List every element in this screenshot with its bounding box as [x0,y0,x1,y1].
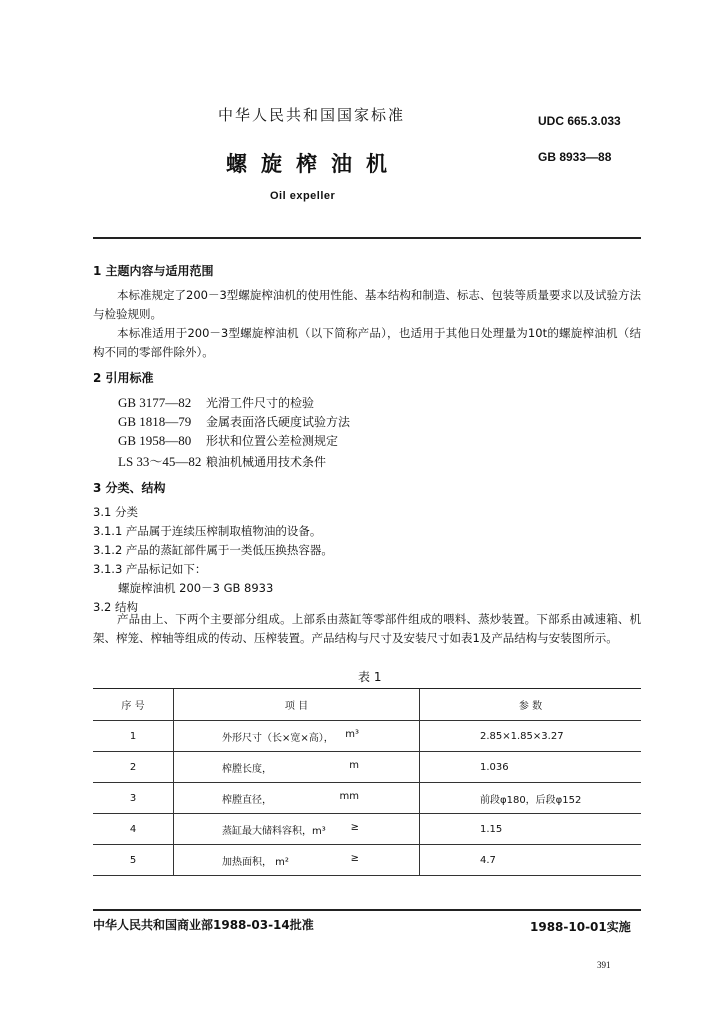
reference-item [118,413,350,430]
clause-3-1-2: 3.1.2 产品的蒸缸部件属于一类低压换热容器。 [93,543,333,557]
column-header-value: 参 数 [420,689,642,721]
table-row [93,814,641,845]
reference-code: LS 33～45—82 [118,454,202,469]
row-unit: m³ [345,728,359,740]
header-rule [93,237,641,239]
parameters-table [93,688,641,876]
product-marking: 螺旋榨油机 200－3 GB 8933 [118,581,274,595]
column-header-item: 项 目 [174,689,420,721]
standard-name: 中华人民共和国国家标准 [218,106,406,124]
section-3-heading: 3 分类、结构 [93,481,166,495]
row-item: 蒸缸最大储料容积，m³ [222,825,326,837]
row-number: 3 [93,783,174,814]
reference-title: 金属表面洛氏硬度试验方法 [206,415,351,429]
table-header-row [93,689,641,721]
table-row [93,845,641,876]
table-caption: 表 1 [358,670,382,684]
row-number: 5 [93,845,174,876]
section-3-2-heading: 3.2 结构 [93,600,138,614]
reference-item [118,451,326,470]
reference-code: GB 3177—82 [118,395,192,410]
clause-3-1-3: 3.1.3 产品标记如下： [93,562,207,576]
reference-title: 形状和位置公差检测规定 [206,434,339,448]
reference-item [118,394,314,411]
section-1-paragraph-1: 本标准规定了200－3型螺旋榨油机的使用性能、基本结构和制造、标志、包装等质量要求以及试验方法与检验规则。 [93,288,641,321]
row-unit: mm [339,790,359,802]
row-value: 1.036 [420,752,642,783]
row-unit: m [349,759,359,771]
table-row [93,752,641,783]
row-item-cell [174,783,420,814]
table-row [93,783,641,814]
row-unit: ≥ [350,852,359,864]
row-value: 2.85×1.85×3.27 [420,721,642,752]
footer-rule [93,909,641,911]
row-item-cell [174,845,420,876]
row-item: 加热面积， m² [222,856,289,868]
reference-title: 粮油机械通用技术条件 [206,455,327,469]
gb-number: GB 8933—88 [538,150,612,164]
section-2-heading: 2 引用标准 [93,371,154,385]
row-item-cell [174,721,420,752]
row-value: 1.15 [420,814,642,845]
row-number: 1 [93,721,174,752]
row-number: 4 [93,814,174,845]
reference-item [118,432,338,449]
reference-code: GB 1818—79 [118,414,192,429]
document-title: 螺旋榨油机 [226,151,401,176]
row-item: 榨膛直径， [222,794,272,806]
row-item: 外形尺寸（长×宽×高）， [222,732,334,744]
column-header-no: 序 号 [93,689,174,721]
approval-statement: 中华人民共和国商业部1988-03-14批准 [93,918,314,932]
udc-number: UDC 665.3.033 [538,114,621,128]
english-title: Oil expeller [270,190,336,202]
effective-date: 1988-10-01实施 [530,920,631,934]
reference-title: 光滑工件尺寸的检验 [206,396,315,410]
page-number: 391 [597,960,611,970]
section-1-heading: 1 主题内容与适用范围 [93,264,214,278]
section-3-2-paragraph: 产品由上、下两个主要部分组成。上部系由蒸缸等零部件组成的喂料、蒸炒装置。下部系由减速箱、机架、榨笼、榨轴等组成的传动、压榨装置。产品结构与尺寸及安装尺寸如表1及产品结构与安装图所示。 [93,612,641,645]
section-1-paragraph-2: 本标准适用于200－3型螺旋榨油机（以下简称产品），也适用于其他日处理量为10t的螺旋榨油机（结构不同的零部件除外）。 [93,326,641,359]
section-3-1-heading: 3.1 分类 [93,505,138,519]
row-number: 2 [93,752,174,783]
row-value: 4.7 [420,845,642,876]
table-row [93,721,641,752]
row-value: 前段φ180，后段φ152 [420,783,642,814]
clause-3-1-1: 3.1.1 产品属于连续压榨制取植物油的设备。 [93,524,322,538]
row-unit: ≥ [350,821,359,833]
row-item-cell [174,814,420,845]
row-item-cell [174,752,420,783]
reference-code: GB 1958—80 [118,433,192,448]
row-item: 榨膛长度， [222,763,272,775]
